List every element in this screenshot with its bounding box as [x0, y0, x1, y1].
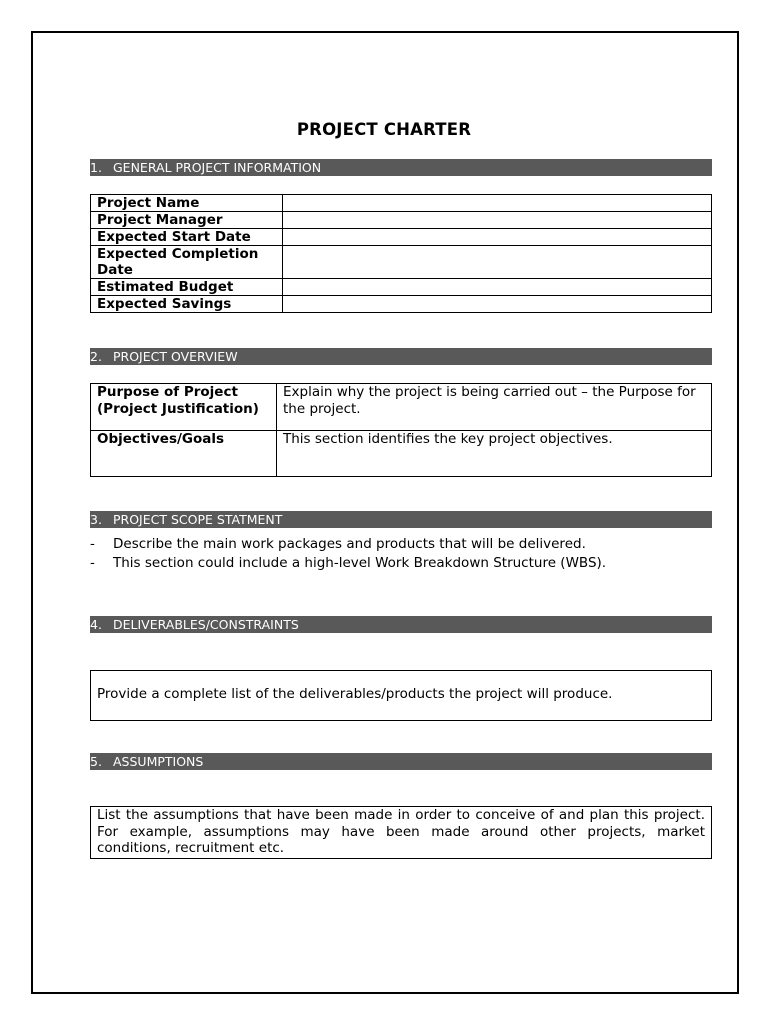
table-row — [91, 195, 712, 212]
scope-bullet-list — [90, 536, 712, 574]
expected-completion-date-field[interactable] — [283, 246, 712, 279]
list-item — [90, 555, 712, 574]
section-heading: PROJECT OVERVIEW — [113, 349, 238, 364]
project-overview-table — [90, 383, 712, 477]
section-heading: GENERAL PROJECT INFORMATION — [113, 160, 322, 175]
objectives-field[interactable]: This section identifies the key project objectives. — [277, 431, 712, 477]
deliverables-box[interactable] — [90, 670, 712, 721]
list-item — [90, 536, 712, 555]
bullet-marker: - — [90, 555, 95, 571]
table-row — [91, 431, 712, 477]
purpose-field[interactable]: Explain why the project is being carried out – the Purpose for the project. — [277, 384, 712, 431]
section-number: 5. — [90, 754, 102, 769]
general-info-table — [90, 194, 712, 313]
scope-item-text: This section could include a high-level Work Breakdown Structure (WBS). — [113, 555, 607, 571]
section-heading: DELIVERABLES/CONSTRAINTS — [113, 617, 299, 632]
table-row — [91, 279, 712, 296]
table-row — [91, 384, 712, 431]
deliverables-text: Provide a complete list of the deliverables/products the project will produce. — [97, 686, 613, 702]
section-number: 4. — [90, 617, 102, 632]
project-manager-field[interactable] — [283, 212, 712, 229]
project-name-label: Project Name — [91, 195, 283, 212]
estimated-budget-label: Estimated Budget — [91, 279, 283, 296]
section-number: 3. — [90, 512, 102, 527]
expected-savings-label: Expected Savings — [91, 296, 283, 313]
scope-item-text: Describe the main work packages and products that will be delivered. — [113, 536, 586, 552]
expected-start-date-field[interactable] — [283, 229, 712, 246]
project-manager-label: Project Manager — [91, 212, 283, 229]
expected-start-date-label: Expected Start Date — [91, 229, 283, 246]
purpose-label: Purpose of Project (Project Justification) — [91, 384, 277, 431]
section-number: 2. — [90, 349, 102, 364]
objectives-label: Objectives/Goals — [91, 431, 277, 477]
document-title: PROJECT CHARTER — [296, 120, 472, 139]
section-number: 1. — [90, 160, 102, 175]
section-header-project-overview — [90, 348, 712, 365]
section-heading: PROJECT SCOPE STATMENT — [113, 512, 283, 527]
estimated-budget-field[interactable] — [283, 279, 712, 296]
table-row — [91, 212, 712, 229]
section-header-assumptions — [90, 753, 712, 770]
expected-savings-field[interactable] — [283, 296, 712, 313]
project-name-field[interactable] — [283, 195, 712, 212]
section-heading: ASSUMPTIONS — [113, 754, 204, 769]
section-header-deliverables — [90, 616, 712, 633]
bullet-marker: - — [90, 536, 95, 552]
assumptions-box[interactable] — [90, 806, 712, 859]
section-header-scope-statement — [90, 511, 712, 528]
table-row — [91, 246, 712, 279]
table-row — [91, 229, 712, 246]
table-row — [91, 296, 712, 313]
expected-completion-date-label: Expected Completion Date — [91, 246, 283, 279]
assumptions-text: List the assumptions that have been made in order to conceive of and plan this project. For example, assumptions may have been made around other projects, market conditions, recruitment etc. — [97, 807, 705, 856]
section-header-general-info — [90, 159, 712, 176]
